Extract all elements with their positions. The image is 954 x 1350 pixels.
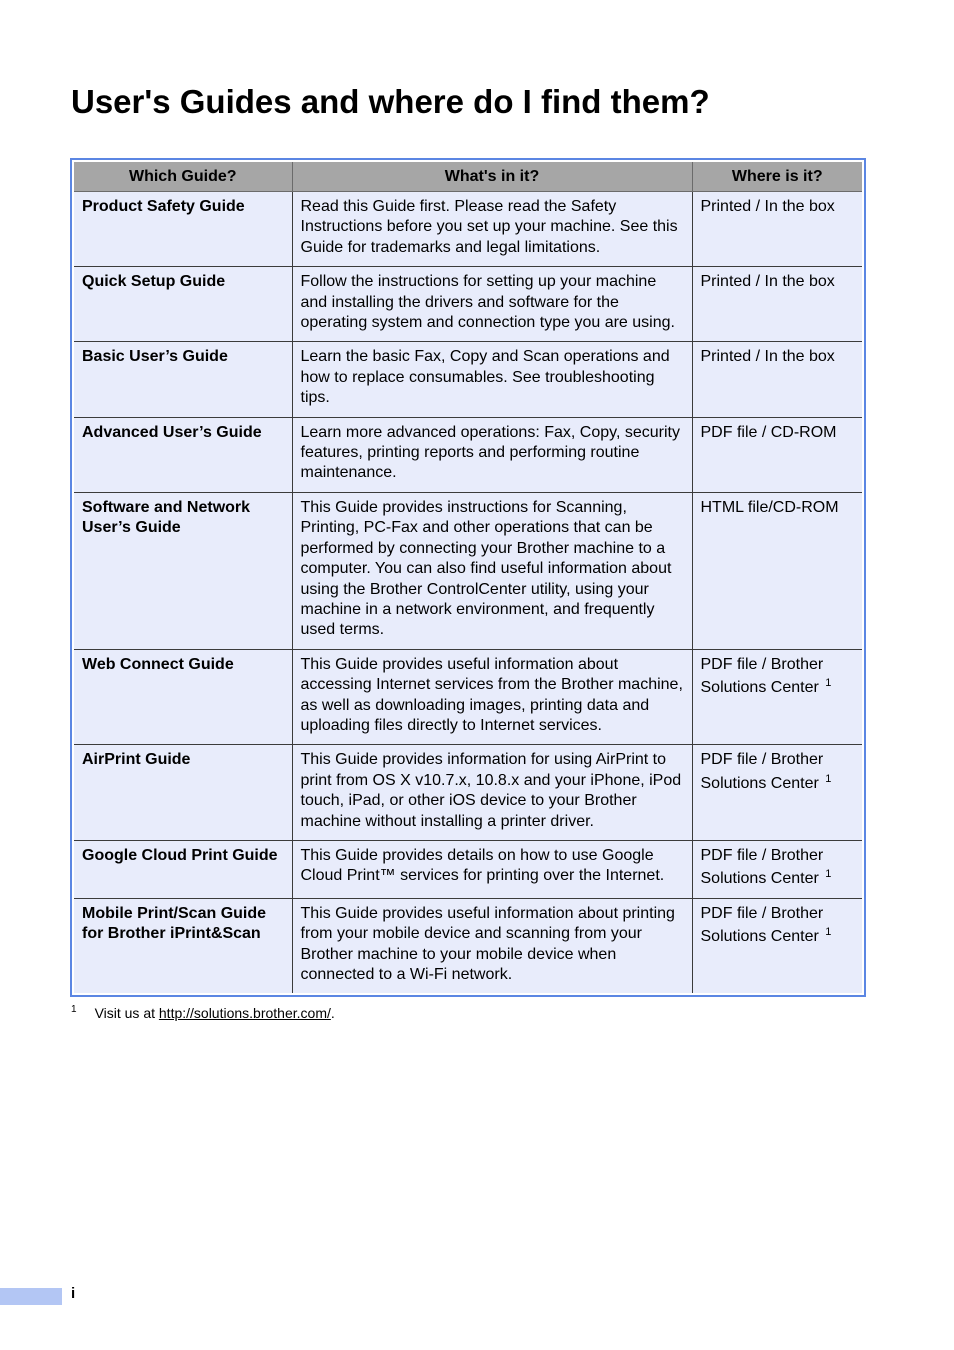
guide-location xyxy=(692,840,862,898)
guide-table-frame xyxy=(70,158,866,997)
guide-name: Basic User’s Guide xyxy=(74,342,292,417)
page-number: i xyxy=(71,1285,76,1302)
guide-name: Software and Network User’s Guide xyxy=(74,492,292,649)
guide-contents: This Guide provides information for using AirPrint to print from OS X v10.7.x, 10.8.x and your iPhone, iPod touch, iPad, or other iOS device to your Brother machine without installing a printer driver. xyxy=(292,745,692,841)
guide-name: Product Safety Guide xyxy=(82,198,245,215)
guide-location xyxy=(692,417,862,492)
table-row xyxy=(74,745,862,841)
guide-location xyxy=(692,342,862,417)
footnote-number: 1 xyxy=(71,1004,77,1015)
guide-location-line: PDF file / Brother xyxy=(700,751,824,769)
table-row xyxy=(74,492,862,649)
guide-location-text: Solutions Center xyxy=(700,928,819,946)
guide-contents: This Guide provides useful information about accessing Internet services from the Brother machine, as well as downloading images, printing data and uploading files directly to Internet services. xyxy=(292,649,692,745)
footnote-reference: 1 xyxy=(825,677,832,690)
guide-location xyxy=(692,492,862,649)
guide-location-line-2 xyxy=(701,678,855,698)
table-row xyxy=(74,342,862,417)
footnote xyxy=(71,1004,335,1021)
guide-location xyxy=(692,898,862,993)
guide-location-line-2 xyxy=(701,927,855,947)
guide-name: Google Cloud Print Guide xyxy=(74,840,292,898)
guide-location-line-2 xyxy=(701,869,855,889)
footnote-prefix: Visit us at xyxy=(94,1005,159,1021)
guide-location-line: Printed / In the box xyxy=(700,348,835,366)
table-row xyxy=(74,417,862,492)
guide-contents: Follow the instructions for setting up your machine and installing the drivers and software for the operating system and connection type you are using. xyxy=(292,267,692,342)
guide-location-line: PDF file / Brother xyxy=(700,846,824,864)
guide-location-line: Printed / In the box xyxy=(700,198,835,215)
guide-location-line: PDF file / Brother xyxy=(700,655,824,673)
guide-location-line: Printed / In the box xyxy=(700,273,835,291)
footnote-reference: 1 xyxy=(825,772,832,785)
footnote-reference: 1 xyxy=(825,926,832,939)
guide-location-line-2 xyxy=(701,774,855,794)
table-row xyxy=(74,649,862,745)
guide-location xyxy=(692,649,862,745)
guide-contents: This Guide provides details on how to use Google Cloud Print™ services for printing over the Internet. xyxy=(292,840,692,898)
guide-location xyxy=(692,267,862,342)
guide-name: Web Connect Guide xyxy=(74,649,292,745)
guide-location xyxy=(692,192,862,267)
guide-contents: Learn more advanced operations: Fax, Copy, security features, printing reports and performing routine maintenance. xyxy=(292,417,692,492)
guide-contents: This Guide provides useful information about printing from your mobile device and scanning from your Brother machine to your mobile device when connected to a Wi-Fi network. xyxy=(292,898,692,993)
guide-name: Quick Setup Guide xyxy=(74,267,292,342)
guide-name: Advanced User’s Guide xyxy=(74,417,292,492)
guide-location-line: PDF file / Brother xyxy=(700,904,824,922)
guide-name: Mobile Print/Scan Guide for Brother iPrint&Scan xyxy=(74,898,292,993)
guide-location-text: Solutions Center xyxy=(700,679,819,697)
guide-contents: Read this Guide first. Please read the Safety Instructions before you set up your machine. See this Guide for trademarks and legal limitations. xyxy=(292,192,692,267)
guide-location-line: HTML file/CD-ROM xyxy=(700,498,839,516)
page-marker-tab xyxy=(0,1288,62,1305)
guide-location-line: PDF file / CD-ROM xyxy=(700,423,837,441)
footnote-reference: 1 xyxy=(825,868,832,881)
header-whats-in-it: What's in it? xyxy=(292,162,692,192)
guide-location-text: Solutions Center xyxy=(700,774,819,792)
header-where-is-it: Where is it? xyxy=(692,162,862,192)
guide-location xyxy=(692,745,862,841)
header-which-guide: Which Guide? xyxy=(74,162,292,192)
page-title: User's Guides and where do I find them? xyxy=(71,83,710,120)
solutions-center-link[interactable]: http://solutions.brother.com/ xyxy=(158,1005,331,1021)
footnote-suffix: . xyxy=(330,1005,335,1021)
table-header-row xyxy=(74,162,862,192)
table-row xyxy=(74,267,862,342)
table-row xyxy=(74,898,862,993)
table-row xyxy=(74,840,862,898)
guide-contents: Learn the basic Fax, Copy and Scan operations and how to replace consumables. See troubleshooting tips. xyxy=(292,342,692,417)
table-row xyxy=(74,192,862,267)
guide-name: AirPrint Guide xyxy=(74,745,292,841)
guide-location-text: Solutions Center xyxy=(700,870,819,888)
guide-table xyxy=(74,162,862,993)
guide-contents: This Guide provides instructions for Scanning, Printing, PC-Fax and other operations that can be performed by connecting your Brother machine to a computer. You can also find useful information about using the Brother ControlCenter utility, using your machine in a network environment, and frequently used terms. xyxy=(292,492,692,649)
